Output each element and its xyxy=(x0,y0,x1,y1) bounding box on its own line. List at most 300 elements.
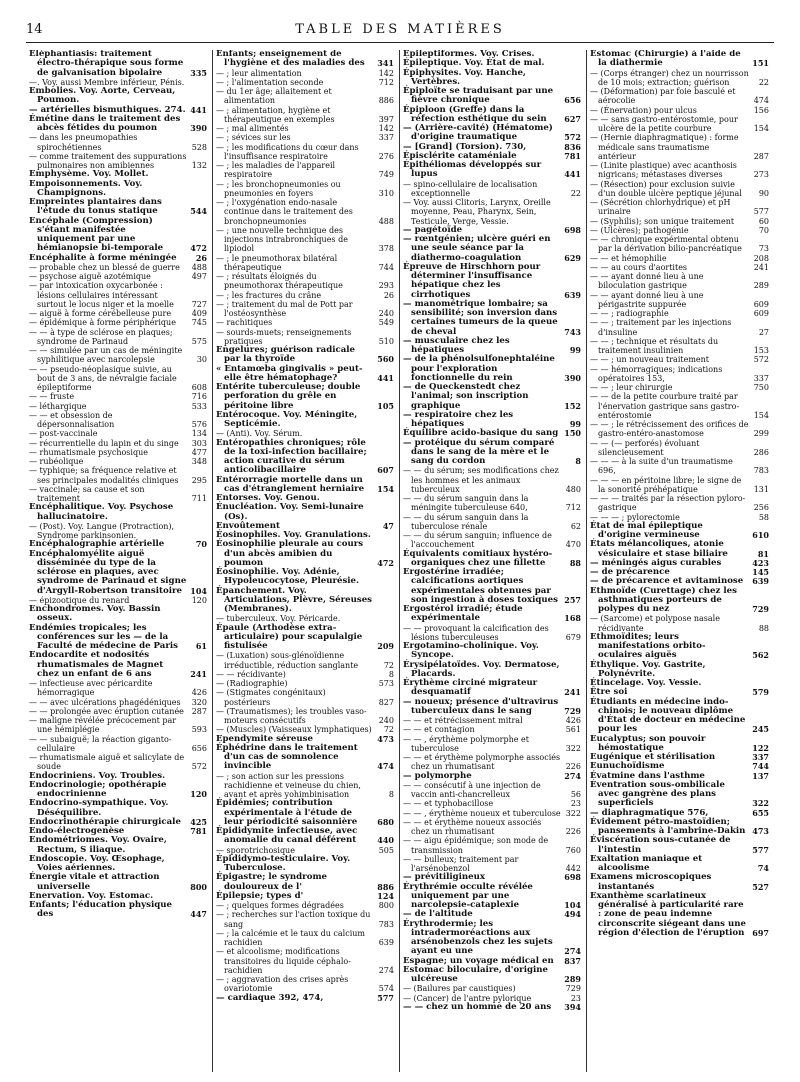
index-entry-text: Être soi xyxy=(590,687,628,698)
index-entry-text: — — sans gastro-entérostomie, pour ulcère de la petite courbure xyxy=(590,114,738,133)
index-entry-page: 99 xyxy=(569,345,581,355)
index-entry-page: 208 xyxy=(753,253,769,263)
index-entry-page: 276 xyxy=(378,151,394,161)
index-entry-text: — ; leur alimentation xyxy=(216,68,302,78)
index-entry-page: 240 xyxy=(378,716,394,725)
index-entry-page: 226 xyxy=(565,762,581,772)
index-entry-text: — post-vaccinale xyxy=(29,429,98,439)
index-entry-page: 23 xyxy=(570,993,581,1003)
index-entry xyxy=(29,522,207,541)
index-entry xyxy=(29,485,207,504)
index-entry-text: Étudiants en médecine indo-chinois; le nouveau diplôme d'État de docteur en médecine pour les xyxy=(590,696,746,735)
index-entry-text: Endocardite et nodosités rhumatismales de Magnet chez un enfant de 6 ans xyxy=(29,650,164,679)
index-entry-page: 573 xyxy=(378,679,394,688)
index-entry-text: — — et hémophilie xyxy=(590,253,667,263)
index-entry xyxy=(590,735,769,754)
index-entry xyxy=(403,550,581,569)
index-entry xyxy=(29,318,207,327)
index-entry-text: — (Résection) pour exclusion suivie d'un double ulcère peptique jéjunal xyxy=(590,179,742,198)
index-entry-page: 561 xyxy=(565,725,581,735)
index-entry-text: — ; le pneumothorax bilatéral thérapeutique xyxy=(216,253,338,272)
index-entry-page: 26 xyxy=(383,290,394,300)
index-entry-text: — Voy. aussi Clitoris, Larynx, Oreille moyenne, Peau, Pharynx, Sein, Testicule, Verge, Vessie. xyxy=(403,198,551,226)
index-entry-text: — ; une nouvelle technique des injections intrabronchiques de lipiodol xyxy=(216,225,348,254)
index-entry xyxy=(216,300,394,319)
index-entry-text: Entorses. Voy. Genou. xyxy=(216,493,320,503)
index-entry xyxy=(403,624,581,643)
index-entry xyxy=(403,466,581,494)
index-entry-page: 783 xyxy=(378,919,394,929)
index-entry xyxy=(590,818,769,837)
index-entry xyxy=(216,133,394,142)
index-entry-page: 783 xyxy=(753,466,769,476)
index-entry-page: 320 xyxy=(191,697,207,707)
index-entry xyxy=(590,633,769,661)
index-entry-page: 90 xyxy=(758,188,769,198)
index-entry-text: — — aigu épidémique; son mode de transmission xyxy=(403,836,549,855)
index-entry-text: Espagne; un voyage médical en xyxy=(403,955,554,966)
index-entry-page: 494 xyxy=(564,909,581,920)
index-entry xyxy=(29,799,207,818)
index-entry xyxy=(590,439,769,458)
index-entry-page: 886 xyxy=(378,96,394,106)
index-entry xyxy=(216,540,394,568)
index-entry xyxy=(216,124,394,133)
index-entry-page: 337 xyxy=(753,373,769,383)
index-entry-page: 273 xyxy=(753,170,769,180)
index-entry xyxy=(29,781,207,800)
index-entry-text: — ; aggravation des crises après ovariotomie xyxy=(216,975,349,994)
index-entry-text: Endocriniens. Voy. Troubles. xyxy=(29,770,166,781)
index-entry xyxy=(216,568,394,587)
index-entry-page: 120 xyxy=(190,789,207,799)
index-entry xyxy=(403,818,581,837)
index-entry-text: Épiphysites. Voy. Hanche, Vertèbres. xyxy=(403,67,526,87)
index-entry xyxy=(590,50,769,69)
index-entry xyxy=(403,642,581,661)
index-entry-text: — léthargique xyxy=(29,401,87,411)
index-entry-page: 378 xyxy=(378,244,394,254)
index-entry-page: 472 xyxy=(377,557,394,568)
index-entry-page: 120 xyxy=(191,595,207,605)
index-entry-text: Exanthème scarlatineux généralisé à particularité rare : zone de peau indemne circonscrite siégeant dans une région d'élection de l'éruption xyxy=(590,890,746,938)
index-entry xyxy=(590,180,769,199)
index-entry xyxy=(216,291,394,300)
index-entry-page: 712 xyxy=(565,503,581,513)
index-entry-text: — [Grand] (Torsion). 730, xyxy=(403,141,527,152)
index-entry xyxy=(29,429,207,438)
index-entry xyxy=(29,439,207,448)
index-entry-text: Enervation. Voy. Estomac. xyxy=(29,890,154,901)
index-entry-page: 58 xyxy=(758,512,769,522)
index-entry-text: — ; résultats éloignés du pneumothorax thérapeutique xyxy=(216,272,343,291)
index-entry-text: Endocrinologie; opothérapie endocrinienne xyxy=(29,779,167,799)
index-entry xyxy=(216,383,394,411)
index-entry xyxy=(590,291,769,310)
index-entry xyxy=(29,281,207,309)
index-entry-text: — — à type de sclérose en plaques; syndrome de Parinaud xyxy=(29,327,173,346)
index-entry-page: 593 xyxy=(191,725,207,735)
index-entry-page: 527 xyxy=(752,881,769,892)
index-entry-page: 145 xyxy=(752,567,769,577)
index-entry-text: — — — ; pylorectomie xyxy=(590,512,680,522)
index-entry-page: 886 xyxy=(377,881,394,892)
index-entry-page: 572 xyxy=(191,762,207,772)
index-entry-page: 480 xyxy=(565,484,581,494)
index-entry-text: — et alcoolisme; modifications transitoires du liquide céphalo-rachidien xyxy=(216,947,351,975)
index-entry-page: 303 xyxy=(191,438,207,448)
index-entry-page: 168 xyxy=(564,613,581,624)
index-entry-page: 156 xyxy=(753,105,769,115)
index-entry-page: 286 xyxy=(753,447,769,457)
index-entry xyxy=(403,698,581,717)
index-entry-text: — diaphragmatique 576, xyxy=(590,807,709,818)
index-entry-text: Épaule (Arthodèse extra-articulaire) pour scapulalgie fistulisée xyxy=(216,622,363,651)
index-entry xyxy=(590,235,769,254)
index-entry-text: Ergotamino-cholinique. Voy. Syncope. xyxy=(403,641,539,661)
index-entry-text: — rubéolique xyxy=(29,457,84,466)
index-entry xyxy=(403,984,581,993)
index-entry-page: 104 xyxy=(564,900,581,910)
index-entry xyxy=(29,651,207,679)
index-entry-text: — ; les maladies de l'appareil respiratoire xyxy=(216,161,336,180)
index-entry-text: — rhumatismale aiguë et salicylate de soude xyxy=(29,753,185,772)
index-entry-page: 760 xyxy=(565,845,581,855)
index-entry xyxy=(216,651,394,670)
index-entry-page: 607 xyxy=(377,465,394,476)
index-entry xyxy=(29,550,207,596)
index-entry-text: — (Bailures par caustiques) xyxy=(403,984,516,994)
index-entry-page: 639 xyxy=(752,576,769,587)
index-entry-text: — artérielles bismuthiques. 274. xyxy=(29,104,186,115)
index-entry xyxy=(29,115,207,134)
index-entry-text: — (Ulcères); pathogénie xyxy=(590,225,689,235)
index-entry xyxy=(403,161,581,180)
index-entry-page: 781 xyxy=(564,150,581,161)
index-entry-page: 88 xyxy=(758,623,769,633)
index-entry xyxy=(403,106,581,125)
index-entry xyxy=(590,217,769,226)
index-entry-text: États mélancoliques, atonie vésiculaire et stase biliaire xyxy=(590,539,728,559)
index-entry-text: — — provoquant la calcification des lésions tuberculeuses xyxy=(403,623,549,642)
index-entry xyxy=(216,198,394,226)
index-entry xyxy=(29,365,207,393)
index-entry-text: — (Radiographie) xyxy=(216,679,288,688)
index-entry-text: — — et rétrécissement mitral xyxy=(403,716,523,725)
index-entry xyxy=(590,661,769,680)
index-entry xyxy=(403,799,581,808)
index-entry xyxy=(590,337,769,356)
index-entry-page: 711 xyxy=(191,494,207,503)
index-entry-page: 442 xyxy=(565,864,581,873)
index-entry xyxy=(29,698,207,707)
page-number: 14 xyxy=(26,22,43,37)
index-entry-page: 441 xyxy=(564,169,581,180)
index-entry-text: — — ; le rétrécissement des orifices de gastro-entéro-anastomose xyxy=(590,420,749,439)
index-entry xyxy=(590,263,769,272)
index-entry-text: — cardiaque 392, 474, xyxy=(216,992,324,1003)
index-entry-text: Empoisonnements. Voy. Champignons. xyxy=(29,178,143,198)
index-entry-page: 744 xyxy=(378,262,394,272)
index-entry-text: — (Traumatismes); les troubles vaso-moteurs consécutifs xyxy=(216,706,367,725)
index-entry-page: 474 xyxy=(377,761,394,772)
index-entry-text: Entérorragie mortelle dans un cas d'étranglement herniaire xyxy=(216,474,365,494)
index-entry-page: 397 xyxy=(378,114,394,124)
index-entry-page: 341 xyxy=(377,58,394,69)
index-entry-page: 390 xyxy=(564,372,581,383)
index-entry-page: 74 xyxy=(757,863,769,873)
index-entry-text: Épanchement. Voy. Articulations, Plèvre, Séreuses (Membranes). xyxy=(216,585,373,614)
index-entry-page: 447 xyxy=(190,909,207,920)
index-entry xyxy=(29,180,207,199)
index-entry-text: — — du sérum sanguin; influence de l'accouchement xyxy=(403,531,552,550)
index-entry-text: — — et obsession de dépersonnalisation xyxy=(29,410,115,429)
index-entry-page: 152 xyxy=(564,400,581,411)
index-entry-page: 572 xyxy=(564,132,581,143)
index-entry-page: 70 xyxy=(195,539,207,550)
index-entry-page: 70 xyxy=(758,225,769,235)
index-entry-text: Ependymite séreuse xyxy=(216,733,313,744)
index-entry-page: 322 xyxy=(565,743,581,753)
index-entry-text: — ; les fractures du crâne xyxy=(216,290,322,300)
index-entry-page: 8 xyxy=(575,456,581,466)
running-title: TABLE DES MATIÈRES xyxy=(295,22,505,37)
index-entry-page: 698 xyxy=(564,224,581,235)
index-entry-text: — (Post). Voy. Langue (Protraction), Syndrome parkinsonien. xyxy=(29,521,175,540)
index-entry xyxy=(403,781,581,800)
index-entry-text: — — — à la suite d'un traumatisme 696, xyxy=(590,457,733,476)
index-entry-page: 560 xyxy=(377,354,394,365)
index-entry-page: 729 xyxy=(564,705,581,716)
index-entry-page: 679 xyxy=(565,632,581,642)
index-entry xyxy=(590,383,769,392)
index-entry-page: 151 xyxy=(752,58,769,69)
index-entry-text: Étincelage. Voy. Vessie. xyxy=(590,678,702,688)
index-entry-text: Énergie vitale et attraction universelle xyxy=(29,872,160,892)
index-entry-text: Équilibre acido-basique du sang xyxy=(403,428,559,439)
index-entry xyxy=(590,392,769,420)
index-entry-text: Endo-électrogenèse xyxy=(29,826,125,836)
index-entry-page: 827 xyxy=(378,697,394,707)
index-entry-text: — ; les bronchopneumonies ou pneumonies en foyers xyxy=(216,179,341,198)
index-entry-text: — protéique du sérum comparé dans le sang de la mère et le sang du cordon xyxy=(403,437,555,466)
index-entry-text: — ; l'oxygénation endo-nasale continue dans le traitement des bronchopneumonies xyxy=(216,198,353,226)
index-entry-page: 245 xyxy=(752,724,769,735)
index-entry-text: — — du sérum sanguin dans la méningite tuberculeuse 640, xyxy=(403,494,529,513)
index-entry-page: 608 xyxy=(191,383,207,392)
index-entry-page: 322 xyxy=(565,808,581,818)
index-entry-text: — — récidivante) xyxy=(216,669,286,679)
index-entry-page: 209 xyxy=(377,641,394,651)
index-entry-text: — — bulleux; traitement par l'arsénobenzol xyxy=(403,854,519,873)
index-entry-text: Entérite tuberculeuse; double perforation du grêle en péritoine libre xyxy=(216,382,361,411)
index-entry-text: Éosinophilie pleurale au cours d'un abcès amibien du poumon xyxy=(216,539,364,568)
index-columns xyxy=(26,50,774,1072)
index-entry-page: 27 xyxy=(758,327,769,337)
index-entry-text: — de précarence xyxy=(590,567,670,577)
index-entry xyxy=(590,476,769,495)
index-entry-text: — ; les modifications du cœur dans l'insuffisance respiratoire xyxy=(216,142,359,161)
index-entry-page: 510 xyxy=(378,336,394,346)
index-entry-page: 241 xyxy=(753,262,769,272)
index-entry xyxy=(403,920,581,957)
index-entry-text: — — ayant donné lieu à une périgastrite suppurée xyxy=(590,290,704,309)
index-entry xyxy=(216,365,394,384)
index-entry-page: 549 xyxy=(378,318,394,328)
index-entry xyxy=(216,873,394,892)
index-entry-text: — ; recherches sur l'action toxique du sang xyxy=(216,910,371,929)
index-entry xyxy=(216,707,394,726)
index-entry-text: — (Hernie diaphragmatique) : forme médicale sans traumatisme antérieur xyxy=(590,133,739,161)
index-entry-page: 88 xyxy=(569,557,581,568)
index-entry xyxy=(29,448,207,457)
index-column-1 xyxy=(26,50,213,1072)
index-entry-page: 609 xyxy=(753,299,769,309)
index-entry-text: Énucléation. Voy. Semi-lunaire (Os). xyxy=(216,502,364,522)
index-entry xyxy=(29,402,207,411)
index-entry-text: Endocrinothérapie chirurgicale xyxy=(29,816,181,827)
index-entry-text: — — , érythème noueux et tuberculose xyxy=(403,808,561,818)
index-entry xyxy=(216,78,394,87)
index-entry-text: « Entamœba gingivalis » peut-elle être hématophage? xyxy=(216,363,363,383)
index-entry-text: Érythrodermie; les intradermoréactions aux arsénobenzols chez les sujets ayant eu une xyxy=(403,918,553,957)
index-column-2 xyxy=(213,50,400,1072)
index-entry xyxy=(590,365,769,384)
index-entry-text: Ergostérol irradié; étude expérimentale xyxy=(403,604,523,624)
index-entry-text: — — fruste xyxy=(29,392,75,402)
index-entry xyxy=(216,744,394,772)
index-entry xyxy=(29,309,207,318)
index-entry-page: 744 xyxy=(752,761,769,772)
index-entry xyxy=(216,69,394,78)
index-entry-text: — (Anti). Voy. Sérum. xyxy=(216,429,303,439)
index-entry-text: — respiratoire chez les hépatiques xyxy=(403,409,514,429)
index-entry xyxy=(403,411,581,430)
index-entry-page: 698 xyxy=(564,872,581,883)
index-entry xyxy=(403,180,581,199)
index-entry-text: Encéphalite à forme méningée xyxy=(29,252,177,263)
index-entry-page: 56 xyxy=(570,790,581,799)
index-entry-page: 154 xyxy=(753,124,769,133)
index-entry xyxy=(403,300,581,337)
index-entry-text: — noueux; présence d'ultravirus tuberculeux dans le sang xyxy=(403,696,559,716)
index-entry xyxy=(29,503,207,522)
index-entry xyxy=(216,106,394,125)
index-entry xyxy=(403,966,581,985)
index-entry xyxy=(29,836,207,855)
index-entry xyxy=(216,855,394,874)
index-entry-text: Eugénique et stérilisation xyxy=(590,752,716,762)
index-entry xyxy=(29,855,207,874)
index-entry-text: Examens microscopiques instantanés xyxy=(590,872,712,892)
index-entry-text: Endométriomes. Voy. Ovaire, Rectum, S iliaque. xyxy=(29,835,167,855)
index-entry xyxy=(590,873,769,892)
index-entry xyxy=(403,735,581,754)
index-entry xyxy=(29,457,207,466)
index-entry xyxy=(216,772,394,800)
index-entry-text: Épididymite infectieuse, avec anomalie du canal déférent xyxy=(216,826,358,846)
index-entry-text: Estomac biloculaire, d'origine ulcéreuse xyxy=(403,964,548,984)
index-entry-page: 274 xyxy=(564,946,581,957)
index-entry-page: 505 xyxy=(378,845,394,855)
index-entry-text: Envoûtement xyxy=(216,520,280,531)
index-entry-text: — de la phénolsulfonephtaléine pour l'exploration fonctionnelle du rein xyxy=(403,354,555,383)
index-entry xyxy=(403,124,581,143)
index-entry-page: 295 xyxy=(191,475,207,485)
index-entry-text: — épizootique du renard xyxy=(29,595,130,605)
index-entry-page: 729 xyxy=(565,984,581,994)
index-entry-text: Endémies tropicales; les conférences sur les — de la Faculté de médecine de Paris xyxy=(29,622,178,651)
index-entry xyxy=(216,679,394,688)
index-entry-page: 441 xyxy=(377,372,394,383)
index-entry-page: 337 xyxy=(752,752,769,762)
index-entry-page: 800 xyxy=(190,881,207,892)
index-entry xyxy=(29,707,207,716)
index-entry-page: 426 xyxy=(191,688,207,698)
index-entry-text: Épiploon (Greffe) dans la réfection esthétique du sein xyxy=(403,104,547,124)
running-header xyxy=(26,20,774,43)
index-entry-text: — ; mal alimentés xyxy=(216,124,289,133)
index-entry-text: Éventration sous-ombilicale avec gangrène des plans superficiels xyxy=(590,779,725,809)
index-entry-text: — — ; traitement par les injections d'insuline xyxy=(590,318,732,337)
index-entry-text: Épithéliomas développés sur lupus xyxy=(403,160,542,180)
index-entry-page: 473 xyxy=(377,733,394,744)
index-entry xyxy=(590,494,769,513)
index-entry xyxy=(29,753,207,772)
index-entry-text: Eucalyptus; son pouvoir hémostatique xyxy=(590,733,706,753)
index-entry-page: 544 xyxy=(190,206,207,217)
index-entry-page: 335 xyxy=(190,67,207,78)
index-entry-text: — rhumatismale psychosique xyxy=(29,447,148,457)
index-column-3 xyxy=(400,50,587,1072)
index-entry-text: — — prolongée avec éruption cutanée xyxy=(29,706,184,716)
index-entry-text: État de mal épileptique d'origine vermineuse xyxy=(590,520,703,540)
index-entry-text: — probable chez un blessé de guerre xyxy=(29,262,180,272)
index-entry-page: 533 xyxy=(191,401,207,411)
index-entry-text: Épiploïte se traduisant par une fièvre chronique xyxy=(403,86,554,106)
index-entry-text: — — subaiguë; la réaction giganto-cellulaire xyxy=(29,734,172,753)
index-entry-text: Enfants; l'éducation physique des xyxy=(29,900,172,920)
index-entry-page: 488 xyxy=(378,216,394,226)
index-entry-text: — ; sévices sur les xyxy=(216,133,291,143)
index-entry xyxy=(590,457,769,476)
index-entry-text: — vaccinale; sa cause et son traitement xyxy=(29,484,145,503)
index-entry-text: — (Stigmates congénitaux) postérieurs xyxy=(216,688,326,707)
index-entry-text: — de précarence et avitaminose xyxy=(590,576,744,587)
index-entry xyxy=(403,836,581,855)
index-entry-page: 289 xyxy=(753,281,769,291)
index-entry-text: Épisclérite cataméniale xyxy=(403,150,517,161)
index-entry-page: 81 xyxy=(757,548,769,559)
index-entry-text: — récurrentielle du lapin et du singe xyxy=(29,438,179,448)
index-entry-text: Épileptiformes. Voy. Crises. xyxy=(403,50,535,59)
index-entry-text: Éviscération sous-cutanée de l'intestin xyxy=(590,835,731,855)
index-entry-page: 134 xyxy=(191,429,207,439)
index-entry-page: 639 xyxy=(378,938,394,947)
index-entry-text: Épreuve de Hirschhorn pour déterminer l'insuffisance hépatique chez les cirrhotiques xyxy=(403,261,541,300)
index-entry-page: 122 xyxy=(752,742,769,753)
index-entry xyxy=(29,901,207,920)
index-entry-page: 22 xyxy=(570,188,581,198)
index-entry-text: Éthylique. Voy. Gastrite, Polynévrite. xyxy=(590,659,706,679)
index-entry-page: 257 xyxy=(564,594,581,605)
index-entry xyxy=(403,198,581,226)
index-entry-page: 579 xyxy=(752,687,769,698)
index-entry-page: 712 xyxy=(378,77,394,87)
index-entry-text: Endocrino-sympathique. Voy. Déséquilibre. xyxy=(29,798,169,818)
index-entry-text: Enchondromes. Voy. Bassin osseux. xyxy=(29,604,161,624)
index-entry-page: 781 xyxy=(190,826,207,836)
